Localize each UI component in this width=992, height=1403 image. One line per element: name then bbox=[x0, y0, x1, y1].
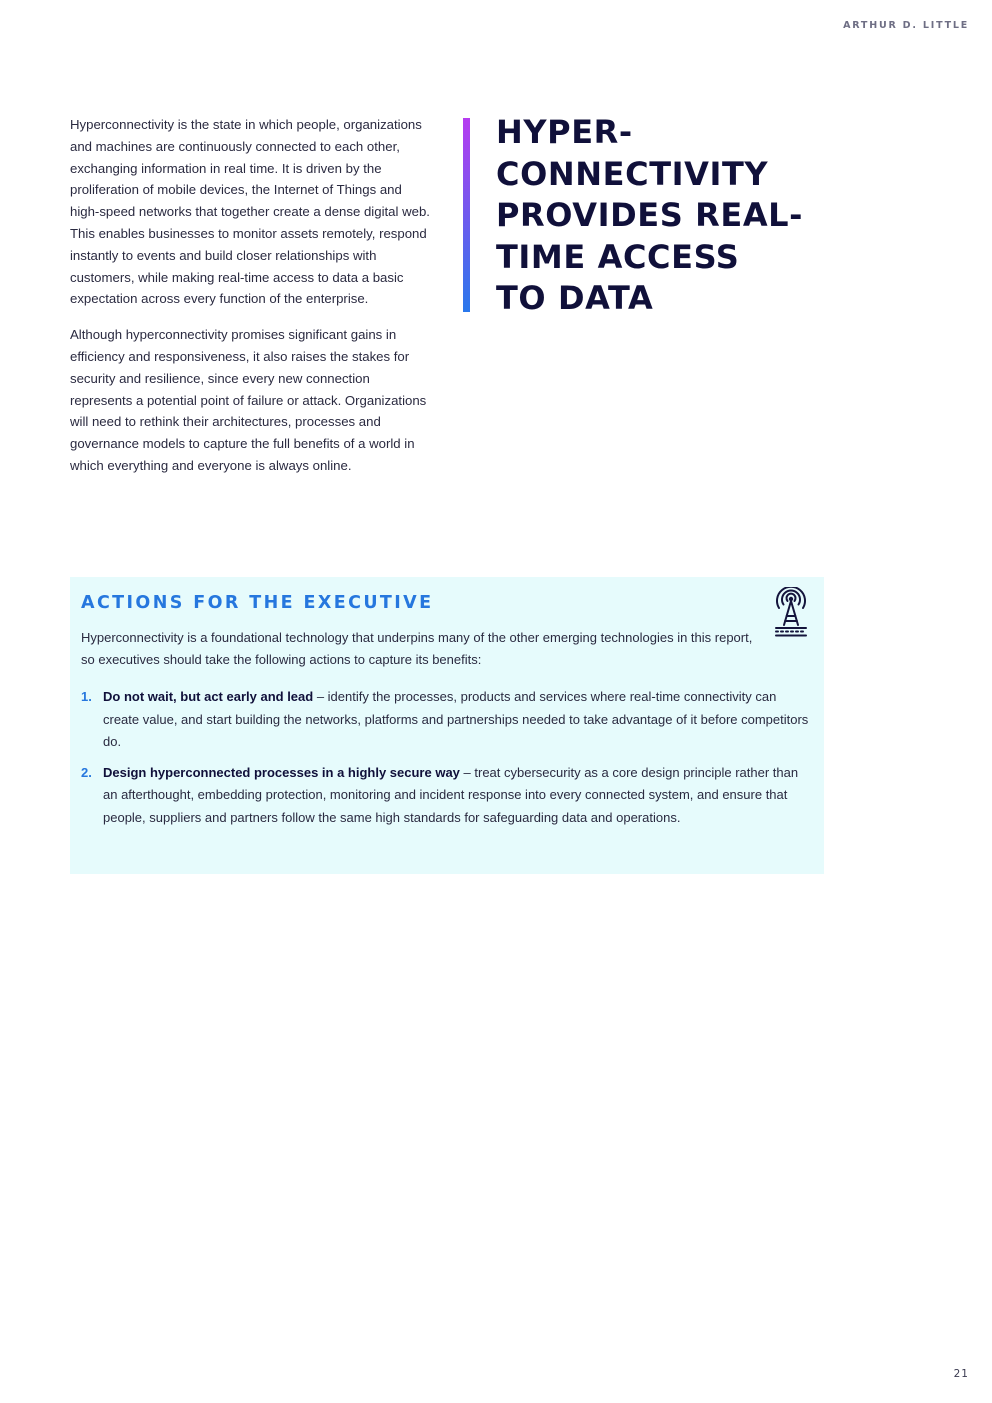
action-list bbox=[81, 686, 810, 829]
body-paragraph-2: Although hyperconnectivity promises significant gains in efficiency and responsiveness, it also raises the stakes for security and resilience, since every new connection represents a potential point of failure or attack. Organizations will need to rethink their architectures, processes and governance models to capture the full benefits of a world in which everything and everyone is always online. bbox=[70, 327, 427, 473]
actions-title: ACTIONS FOR THE EXECUTIVE bbox=[81, 593, 434, 613]
body-paragraph-1: Hyperconnectivity is the state in which people, organizations and machines are continuously connected to each other, exchanging information in real time. It is driven by the proliferation of mobile devices, the Internet of Things and high-speed networks that together create a dense digital web. This enables businesses to monitor assets remotely, respond instantly to events and build closer relationships with customers, while making real-time access to data a basic expectation across every function of the enterprise. bbox=[70, 117, 430, 307]
action-number: 1. bbox=[81, 689, 92, 704]
action-number: 2. bbox=[81, 764, 92, 780]
action-text: – identify the processes, products and services where real-time connectivity can create value, and start building the networks, platforms and partnerships needed to take advantage of it before competitors do. bbox=[103, 689, 809, 749]
antenna-tower-icon bbox=[772, 587, 810, 639]
action-item-2 bbox=[81, 762, 810, 830]
brand-name: ARTHUR D. LITTLE bbox=[843, 20, 969, 31]
action-lead: Design hyperconnected processes in a highly secure way bbox=[103, 764, 460, 780]
heading-accent-bar bbox=[463, 118, 470, 312]
actions-intro: Hyperconnectivity is a foundational technology that underpins many of the other emerging technologies in this report, so executives should take the following actions to capture its benefits: bbox=[81, 630, 753, 667]
action-item-1 bbox=[81, 686, 810, 754]
body-column bbox=[70, 114, 430, 491]
action-lead: Do not wait, but act early and lead bbox=[103, 689, 314, 704]
page-number: 21 bbox=[953, 1368, 969, 1380]
section-heading: HYPER- CONNECTIVITY PROVIDES REAL- TIME ACCESS TO DATA bbox=[496, 113, 804, 317]
actions-box bbox=[70, 577, 824, 874]
action-text: – treat cybersecurity as a core design principle rather than an afterthought, embedding protection, monitoring and incident response into every connected system, and ensure that people, suppliers and partners follow the same high standards for safeguarding data and operations. bbox=[103, 764, 799, 825]
